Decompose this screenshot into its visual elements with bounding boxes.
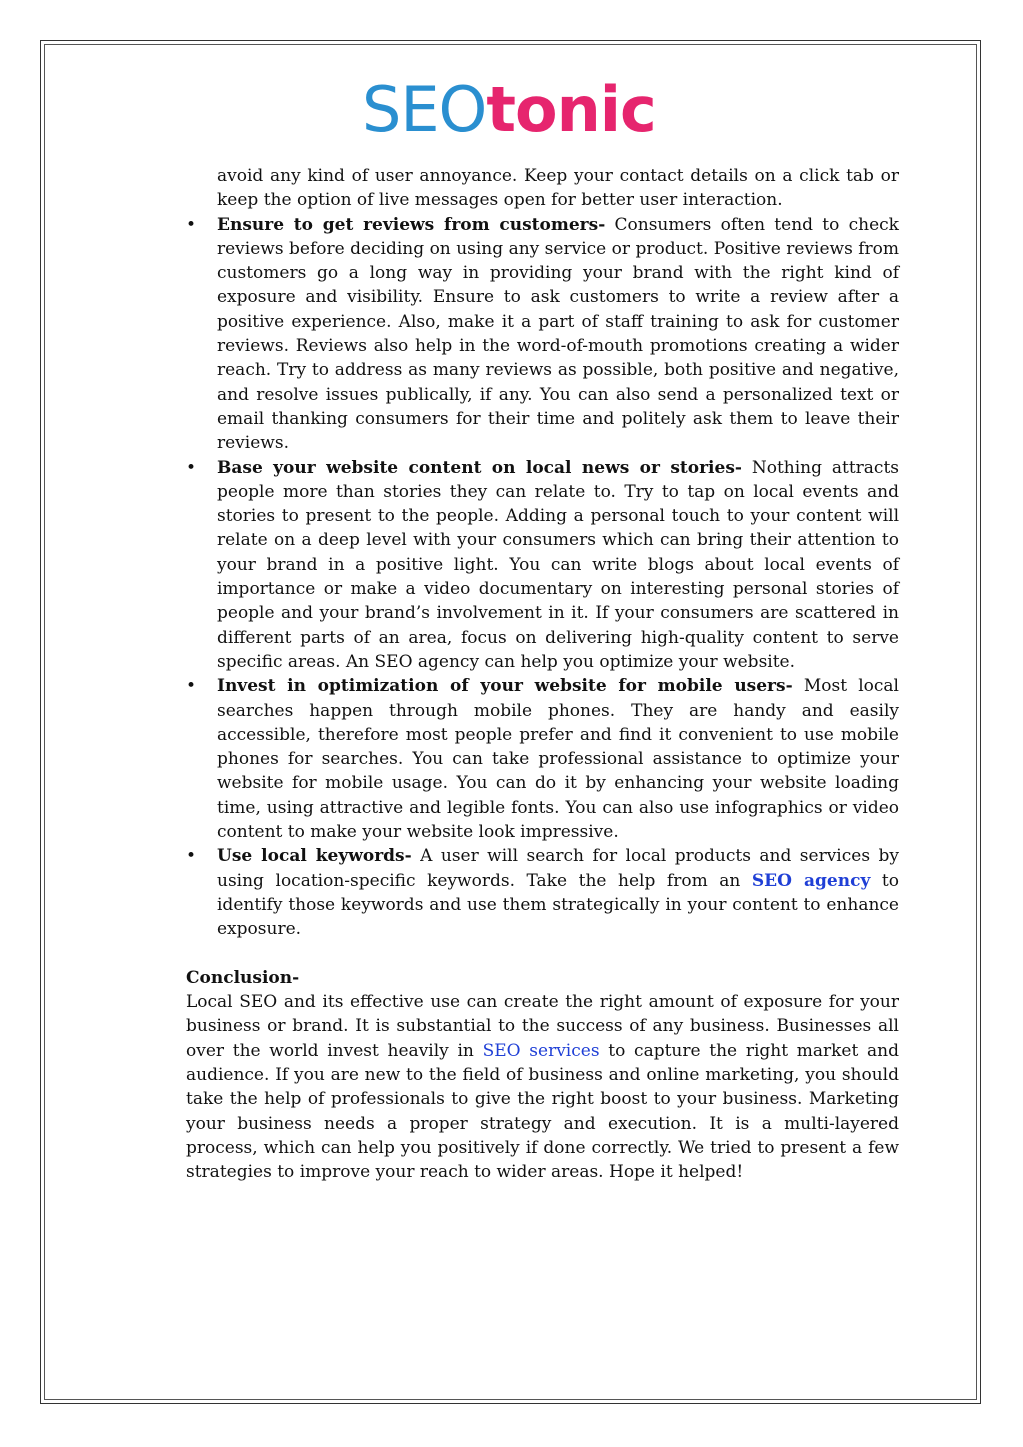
tips-list xyxy=(186,213,899,942)
list-item xyxy=(186,674,899,844)
list-item-text: Most local searches happen through mobile phones. They are handy and easily accessible, therefore most people prefer and find it convenient to use mobile phones for searches. You can take professional assistance to optimize your website for mobile usage. You can do it by enhancing your website loading time, using attractive and legible fonts. You can also use infographics or video content to make your website look impressive. xyxy=(217,676,899,843)
bullet-icon: • xyxy=(186,676,197,697)
list-item-text: Consumers often tend to check reviews before deciding on using any service or product. Positive reviews from customers go a long way in providing your brand with the right kind of exposure and visibility. Ensure to ask customers to write a review after a positive experience. Also, make it a part of staff training to ask for customer reviews. Reviews also help in the word-of-mouth promotions creating a wider reach. Try to address as many reviews as possible, both positive and negative, and resolve issues publically, if any. You can also send a personalized text or email thanking consumers for their time and politely ask them to leave their reviews. xyxy=(217,214,899,454)
bullet-icon: • xyxy=(186,457,197,478)
conclusion-text-end: to capture the right market and audience. If you are new to the field of business and online marketing, you should take the help of professionals to give the right boost to your business. Marketing your business needs a proper strategy and execution. It is a multi-layered process, which can help you positively if done correctly. We tried to present a few strategies to improve your reach to wider areas. Hope it helped! xyxy=(186,1040,900,1183)
list-item-text: A user will search for local products and services by using location-specific keywords. Take the help from an xyxy=(217,846,899,891)
continued-paragraph: avoid any kind of user annoyance. Keep your contact details on a click tab or keep the option of live messages open for better user interaction. xyxy=(217,166,899,211)
list-item-heading: Ensure to get reviews from customers- xyxy=(217,214,606,235)
list-item-text: Nothing attracts people more than stories they can relate to. Try to tap on local events and stories to present to the people. Adding a personal touch to your content will relate on a deep level with your consumers which can bring their attention to your brand in a positive light. You can write blogs about local events of importance or make a video documentary on interesting personal stories of people and your brand’s involvement in it. If your consumers are scattered in different parts of an area, focus on delivering high-quality content to serve specific areas. An SEO agency can help you optimize your website. xyxy=(217,457,900,672)
seotonic-logo xyxy=(362,73,656,146)
conclusion-heading: Conclusion- xyxy=(186,967,300,988)
document-body xyxy=(186,164,899,1184)
list-item xyxy=(186,213,899,456)
list-item-heading: Invest in optimization of your website for mobile users- xyxy=(217,676,793,697)
logo-seo-text: SEO xyxy=(362,73,487,146)
list-item-heading: Base your website content on local news or stories- xyxy=(217,457,742,478)
bullet-icon: • xyxy=(186,214,197,235)
list-item xyxy=(186,456,899,675)
list-item-heading: Use local keywords- xyxy=(217,846,412,867)
list-item xyxy=(186,844,899,941)
seo-agency-link[interactable]: SEO agency xyxy=(751,870,871,891)
seo-services-link[interactable]: SEO services xyxy=(482,1040,600,1061)
bullet-icon: • xyxy=(186,846,197,867)
conclusion-text: Local SEO and its effective use can create the right amount of exposure for your business or brand. It is substantial to the success of any business. Businesses all over the world invest heavily in xyxy=(186,992,899,1061)
spacer xyxy=(186,942,899,966)
conclusion-paragraph xyxy=(186,990,899,1184)
logo-tonic-text: tonic xyxy=(486,73,656,146)
list-item-text-end: to identify those keywords and use them strategically in your content to enhance exposure. xyxy=(217,870,899,940)
